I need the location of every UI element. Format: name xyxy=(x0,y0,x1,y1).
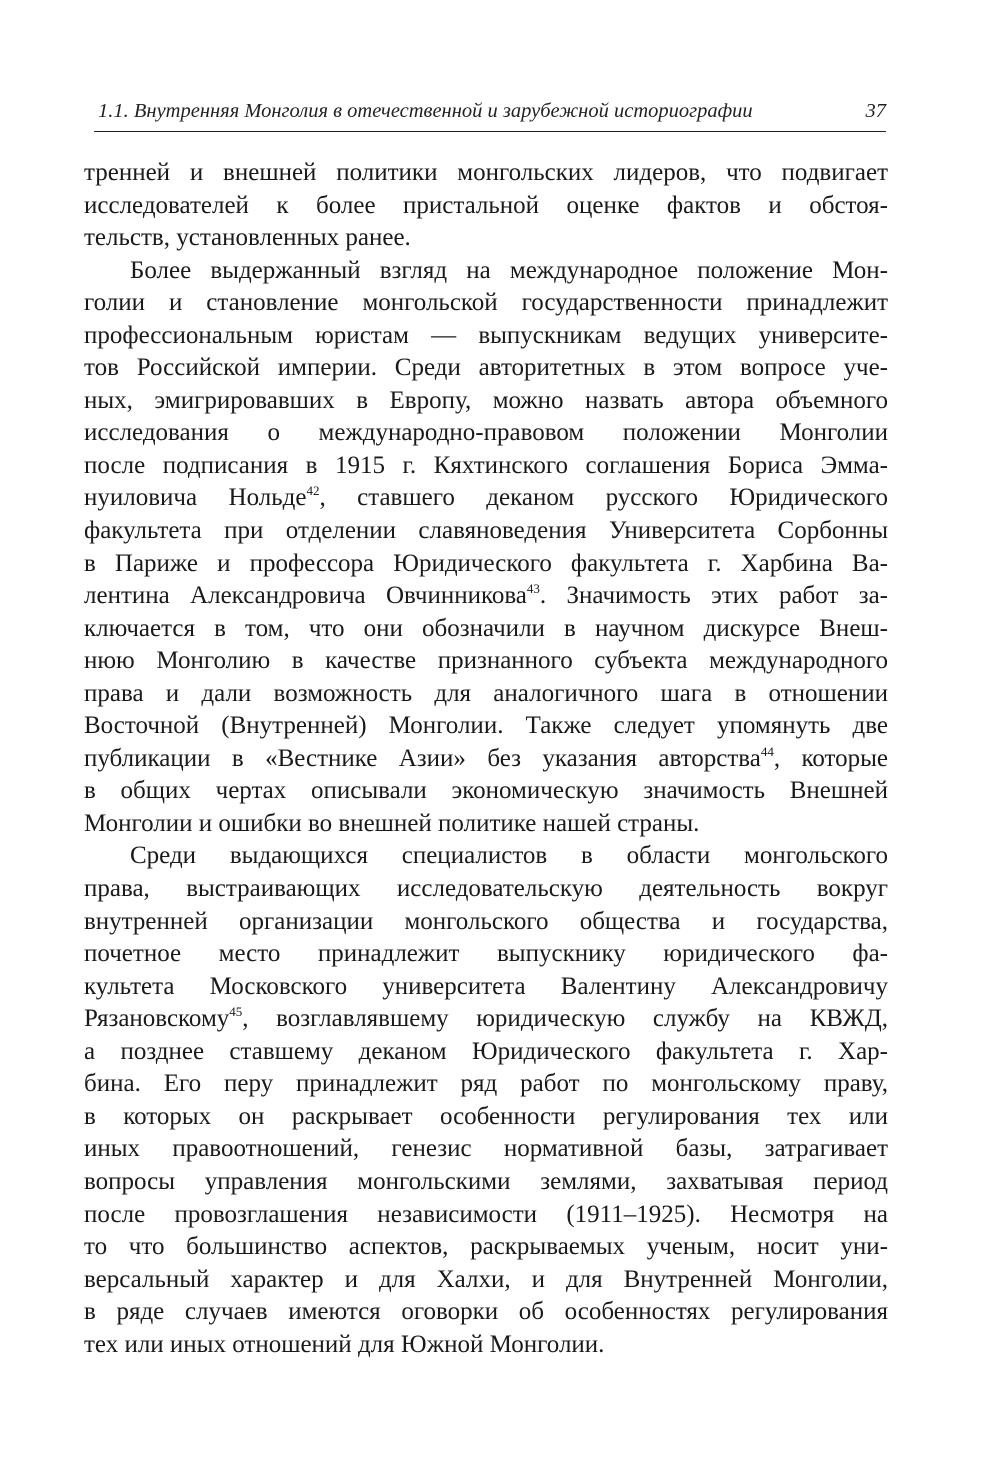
running-head-title: 1.1. Внутренняя Монголия в отечественной и зарубежной историографии xyxy=(98,100,753,122)
text-line xyxy=(84,417,888,450)
text-line xyxy=(84,1036,888,1069)
text-line xyxy=(84,1231,888,1264)
text-line xyxy=(84,1166,888,1199)
text-line xyxy=(84,1199,888,1232)
text-line xyxy=(84,906,888,939)
text-run: после подписания в 1915 г. Кяхтинского соглашения Бориса Эмма- xyxy=(84,451,888,479)
text-line xyxy=(84,971,888,1004)
text-run: голии и становление монгольской государственности принадлежит xyxy=(84,289,888,317)
text-run: Монголии и ошибки во внешней политике нашей страны. xyxy=(84,809,700,837)
text-line xyxy=(84,385,888,418)
text-line xyxy=(84,548,888,581)
text-run: в Париже и профессора Юридического факультета г. Харбина Ва- xyxy=(84,549,888,577)
text-line xyxy=(84,613,888,646)
text-run: Среди выдающихся специалистов в области монгольского xyxy=(130,842,888,870)
text-run: , которые xyxy=(773,744,888,772)
text-run: ных, эмигрировавших в Европу, можно назвать автора объемного xyxy=(84,386,888,414)
text-line xyxy=(84,515,888,548)
text-line xyxy=(84,287,888,320)
text-run: права, выстраивающих исследовательскую деятельность вокруг xyxy=(84,875,888,903)
text-run: тех или иных отношений для Южной Монголии. xyxy=(84,1330,605,1358)
text-run: профессиональным юристам — выпускникам ведущих университе- xyxy=(84,321,888,349)
text-run: , ставшего деканом русского Юридического xyxy=(319,484,888,512)
text-run: в общих чертах описывали экономическую значимость Внешней xyxy=(84,777,888,805)
header-rule xyxy=(94,131,886,132)
text-line xyxy=(84,450,888,483)
text-run: иных правоотношений, генезис нормативной базы, затрагивает xyxy=(84,1135,888,1163)
text-line xyxy=(84,1068,888,1101)
text-run: Более выдержанный взгляд на международное положение Мон- xyxy=(130,256,888,284)
text-run: тельств, установленных ранее. xyxy=(84,224,411,252)
text-line xyxy=(84,873,888,906)
text-run: Рязановскому xyxy=(84,1005,230,1033)
paragraph xyxy=(84,255,888,841)
text-run: внутренней организации монгольского общества и государства, xyxy=(84,907,888,935)
text-line xyxy=(84,938,888,971)
text-run: публикации в «Вестнике Азии» без указания авторства xyxy=(84,744,761,772)
text-run: тов Российской империи. Среди авторитетных в этом вопросе уче- xyxy=(84,354,888,382)
text-line xyxy=(84,840,888,873)
text-run: исследователей к более пристальной оценке фактов и обстоя- xyxy=(84,191,888,219)
footnote-ref[interactable]: 44 xyxy=(760,743,774,759)
text-line xyxy=(84,1264,888,1297)
text-run: ключается в том, что они обозначили в научном дискурсе Внеш- xyxy=(84,614,888,642)
text-run: нуиловича Нольде xyxy=(84,484,307,512)
text-line xyxy=(84,775,888,808)
text-line xyxy=(84,482,888,515)
text-run: в ряде случаев имеются оговорки об особенностях регулирования xyxy=(84,1298,888,1326)
text-run: нюю Монголию в качестве признанного субъекта международного xyxy=(84,647,888,675)
text-run: бина. Его перу принадлежит ряд работ по монгольскому праву, xyxy=(84,1070,888,1098)
footnote-ref[interactable]: 43 xyxy=(526,581,540,597)
text-run: то что большинство аспектов, раскрываемых ученым, носит уни- xyxy=(84,1233,888,1261)
text-run: тренней и внешней политики монгольских лидеров, что подвигает xyxy=(84,159,888,186)
text-run: после провозглашения независимости (1911–1925). Несмотря на xyxy=(84,1200,888,1228)
text-run: исследования о международно-правовом положении Монголии xyxy=(84,419,888,447)
text-line xyxy=(84,1296,888,1329)
text-line xyxy=(84,1329,888,1362)
text-run: , возглавлявшему юридическую службу на КВЖД, xyxy=(242,1005,888,1033)
text-run: вопросы управления монгольскими землями, захватывая период xyxy=(84,1167,888,1195)
text-run: почетное место принадлежит выпускнику юридического фа- xyxy=(84,940,888,968)
text-line xyxy=(84,255,888,288)
text-line xyxy=(84,352,888,385)
text-run: культета Московского университета Валентину Александровичу xyxy=(84,972,888,1000)
text-run: факультета при отделении славяноведения Университета Сорбонны xyxy=(84,517,888,545)
text-line xyxy=(84,1101,888,1134)
page-number: 37 xyxy=(865,100,886,122)
text-line xyxy=(84,190,888,223)
text-run: права и дали возможность для аналогичного шага в отношении xyxy=(84,679,888,707)
text-line xyxy=(84,320,888,353)
text-run: версальный характер и для Халхи, и для Внутренней Монголии, xyxy=(84,1265,888,1293)
text-line xyxy=(84,710,888,743)
body-text xyxy=(84,157,888,1361)
text-line xyxy=(84,222,888,255)
paragraph xyxy=(84,157,888,255)
text-run: Восточной (Внутренней) Монголии. Также следует упомянуть две xyxy=(84,712,888,740)
footnote-ref[interactable]: 42 xyxy=(306,483,320,499)
text-run: а позднее ставшему деканом Юридического факультета г. Хар- xyxy=(84,1037,888,1065)
text-line xyxy=(84,743,888,776)
paragraph xyxy=(84,840,888,1361)
text-line xyxy=(84,678,888,711)
footnote-ref[interactable]: 45 xyxy=(229,1004,243,1020)
text-line xyxy=(84,1133,888,1166)
text-run: в которых он раскрывает особенности регулирования тех или xyxy=(84,1102,888,1130)
text-run: лентина Александровича Овчинникова xyxy=(84,582,527,610)
text-line xyxy=(84,1003,888,1036)
text-line xyxy=(84,157,888,190)
text-line xyxy=(84,808,888,841)
running-head xyxy=(98,98,886,124)
text-line xyxy=(84,580,888,613)
text-line xyxy=(84,645,888,678)
text-run: . Значимость этих работ за- xyxy=(539,582,888,610)
